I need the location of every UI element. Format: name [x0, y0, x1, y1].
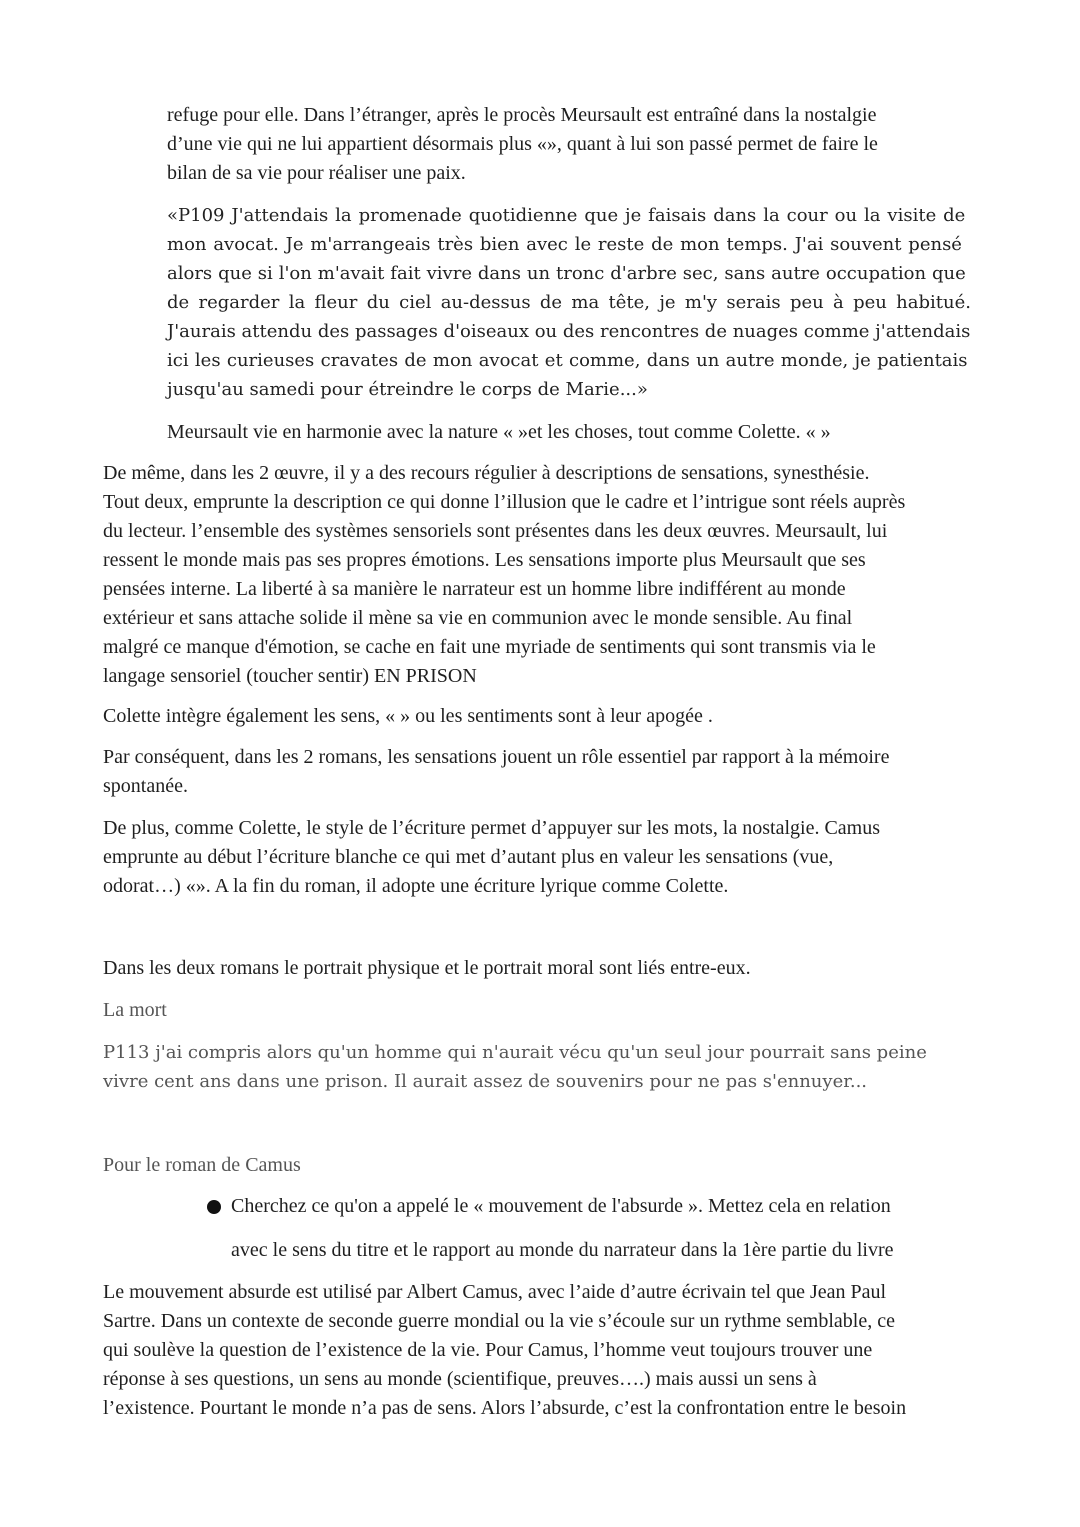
paragraph-refuge	[167, 101, 977, 188]
quote-line: vivre cent ans dans une prison. Il aurait assez de souvenirs pour ne pas s'ennuyer...	[103, 1071, 868, 1092]
bullet-item-continuation	[207, 1236, 987, 1265]
text-line: Le mouvement absurde est utilisé par Albert Camus, avec l’aide d’autre écrivain tel que Jean Paul	[103, 1281, 887, 1303]
text-line: De même, dans les 2 œuvre, il y a des recours régulier à descriptions de sensations, synesthésie.	[103, 462, 870, 484]
paragraph-style-ecriture	[103, 814, 983, 901]
paragraph-sensations	[103, 459, 983, 691]
text-line: emprunte au début l’écriture blanche ce qui met d’autant plus en valeur les sensations (vue,	[103, 846, 834, 868]
quote-line: P113 j'ai compris alors qu'un homme qui n'aurait vécu qu'un seul jour pourrait sans peine	[103, 1042, 927, 1063]
text-line: spontanée.	[103, 775, 188, 797]
text-line: pensées interne. La liberté à sa manière le narrateur est un homme libre indifférent au monde	[103, 578, 846, 600]
text-line: extérieur et sans attache solide il mène sa vie en communion avec le monde sensible. Au final	[103, 607, 853, 629]
text-line: Par conséquent, dans les 2 romans, les sensations jouent un rôle essentiel par rapport à la mémoire	[103, 746, 890, 768]
text-line: réponse à ses questions, un sens au monde (scientifique, preuves….) mais aussi un sens à	[103, 1368, 817, 1390]
text-line: Meursault vie en harmonie avec la nature « »et les choses, tout comme Colette. « »	[167, 421, 831, 443]
quote-p113	[103, 1038, 983, 1096]
text-line: Sartre. Dans un contexte de seconde guerre mondial ou la vie s’écoule sur un rythme semblable, ce	[103, 1310, 895, 1332]
paragraph-colette-sens	[103, 702, 983, 731]
quote-p109	[167, 201, 977, 404]
quote-line: jusqu'au samedi pour étreindre le corps de Marie...»	[167, 379, 648, 400]
paragraph-mouvement-absurde	[103, 1278, 983, 1423]
heading-roman-camus	[103, 1151, 983, 1180]
quote-line: «P109 J'attendais la promenade quotidienne que je faisais dans la cour ou la visite de	[167, 205, 966, 226]
text-line: Colette intègre également les sens, « » ou les sentiments sont à leur apogée .	[103, 705, 713, 727]
quote-line: ici les curieuses cravates de mon avocat et comme, dans un autre monde, je patientais	[167, 350, 968, 371]
paragraph-portrait	[103, 954, 983, 983]
heading-text: Pour le roman de Camus	[103, 1154, 301, 1176]
quote-line: alors que si l'on m'avait fait vivre dans un tronc d'arbre sec, sans autre occupation que	[167, 263, 966, 284]
text-line: ressent le monde mais pas ses propres émotions. Les sensations importe plus Meursault que ses	[103, 549, 866, 571]
text-line: refuge pour elle. Dans l’étranger, après le procès Meursault est entraîné dans la nostalgie	[167, 104, 877, 126]
bullet-item	[207, 1192, 987, 1221]
heading-text: La mort	[103, 999, 167, 1021]
text-line: d’une vie qui ne lui appartient désormais plus «», quant à lui son passé permet de faire le	[167, 133, 878, 155]
paragraph-consequent	[103, 743, 983, 801]
text-line: malgré ce manque d'émotion, se cache en fait une myriade de sentiments qui sont transmis via le	[103, 636, 876, 658]
text-line: qui soulève la question de l’existence de la vie. Pour Camus, l’homme veut toujours trouver une	[103, 1339, 873, 1361]
text-line: du lecteur. l’ensemble des systèmes sensoriels sont présentes dans les deux œuvres. Meursault, lui	[103, 520, 888, 542]
text-line: bilan de sa vie pour réaliser une paix.	[167, 162, 466, 184]
quote-line: mon avocat. Je m'arrangeais très bien avec le reste de mon temps. J'ai souvent pensé	[167, 234, 962, 255]
quote-line: de regarder la fleur du ciel au-dessus de ma tête, je m'y serais peu à peu habitué.	[167, 292, 971, 313]
text-line: Dans les deux romans le portrait physique et le portrait moral sont liés entre-eux.	[103, 957, 751, 979]
text-line: Tout deux, emprunte la description ce qui donne l’illusion que le cadre et l’intrigue sont réels auprès	[103, 491, 906, 513]
bullet-text: avec le sens du titre et le rapport au monde du narrateur dans la 1ère partie du livre	[231, 1239, 894, 1261]
text-line: odorat…) «». A la fin du roman, il adopte une écriture lyrique comme Colette.	[103, 875, 729, 897]
bullet-dot-icon	[207, 1200, 221, 1214]
text-line: langage sensoriel (toucher sentir) EN PRISON	[103, 665, 477, 687]
bullet-text: Cherchez ce qu'on a appelé le « mouvement de l'absurde ». Mettez cela en relation	[231, 1195, 891, 1217]
heading-la-mort	[103, 996, 983, 1025]
paragraph-harmonie	[167, 418, 977, 447]
text-line: De plus, comme Colette, le style de l’écriture permet d’appuyer sur les mots, la nostalgie. Camus	[103, 817, 881, 839]
text-line: l’existence. Pourtant le monde n’a pas de sens. Alors l’absurde, c’est la confrontation entre le besoin	[103, 1397, 907, 1419]
quote-line: J'aurais attendu des passages d'oiseaux ou des rencontres de nuages comme j'attendais	[167, 321, 971, 342]
